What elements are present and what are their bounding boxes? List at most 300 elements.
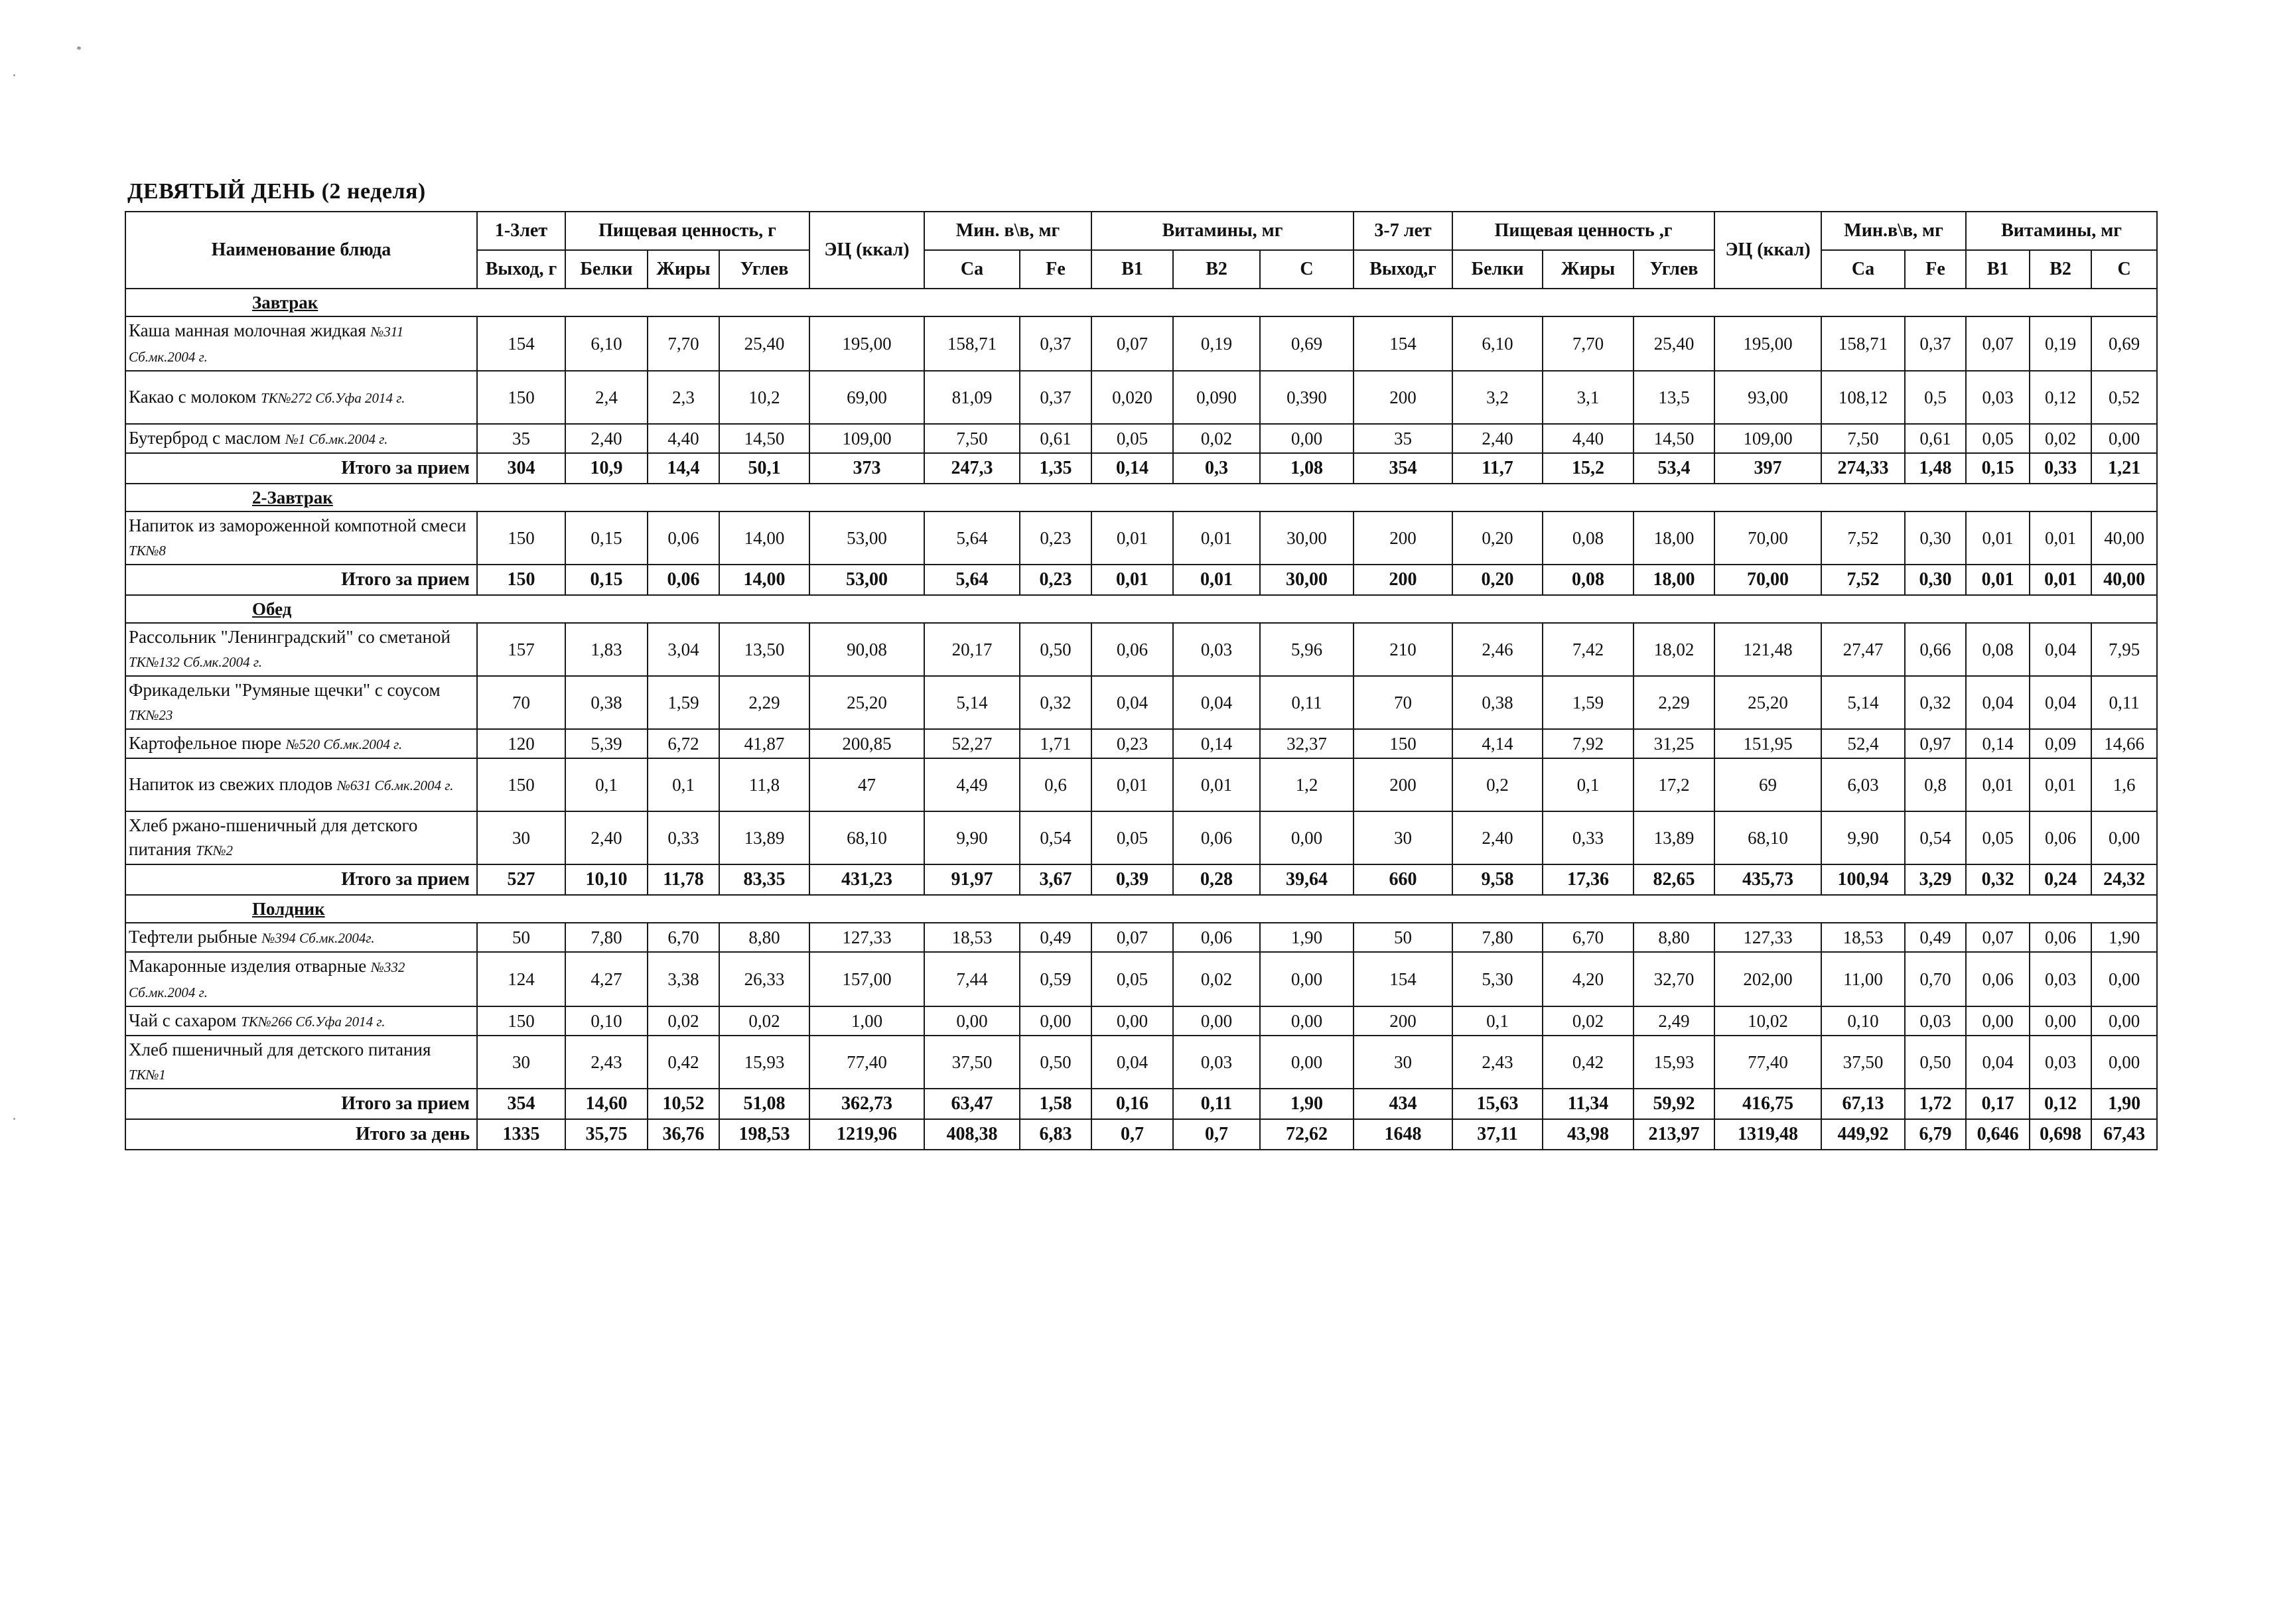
value-cell: 0,52: [2091, 371, 2157, 424]
value-cell: 0,03: [2030, 952, 2091, 1006]
value-cell: 14,4: [648, 453, 719, 484]
value-cell: 109,00: [1714, 424, 1821, 453]
section-title: Полдник: [125, 895, 2157, 923]
value-cell: 72,62: [1260, 1119, 1354, 1150]
dish-name-cell: [125, 729, 477, 758]
value-cell: 0,49: [1905, 923, 1966, 952]
value-cell: 1,90: [2091, 923, 2157, 952]
value-cell: 100,94: [1821, 864, 1905, 895]
value-cell: 0,00: [2091, 424, 2157, 453]
value-cell: 13,89: [1633, 811, 1714, 864]
value-cell: 37,50: [924, 1036, 1020, 1089]
value-cell: 2,4: [565, 371, 648, 424]
value-cell: 9,90: [1821, 811, 1905, 864]
value-cell: 5,14: [1821, 676, 1905, 729]
recipe-reference: ТК№23: [129, 707, 173, 723]
value-cell: 5,96: [1260, 623, 1354, 676]
value-cell: 202,00: [1714, 952, 1821, 1006]
value-cell: 200,85: [809, 729, 924, 758]
value-cell: 150: [477, 758, 565, 811]
value-cell: 20,17: [924, 623, 1020, 676]
dish-name-cell: [125, 316, 477, 371]
value-cell: 77,40: [809, 1036, 924, 1089]
header-age-3-7: 3-7 лет: [1354, 212, 1452, 250]
header-fe: Fe: [1020, 250, 1091, 289]
value-cell: 43,98: [1543, 1119, 1633, 1150]
dish-name-cell: [125, 511, 477, 565]
meal-total-row: [125, 1089, 2157, 1119]
value-cell: 91,97: [924, 864, 1020, 895]
section-header-row: [125, 289, 2157, 316]
value-cell: 0,10: [565, 1006, 648, 1036]
value-cell: 0,01: [2030, 511, 2091, 565]
value-cell: 1,08: [1260, 453, 1354, 484]
value-cell: 0,7: [1173, 1119, 1260, 1150]
value-cell: 109,00: [809, 424, 924, 453]
value-cell: 7,42: [1543, 623, 1633, 676]
value-cell: 1219,96: [809, 1119, 924, 1150]
value-cell: 2,49: [1633, 1006, 1714, 1036]
value-cell: 0,02: [1173, 952, 1260, 1006]
dish-name: Чай с сахаром: [129, 1010, 237, 1030]
value-cell: 0,38: [1452, 676, 1543, 729]
value-cell: 13,5: [1633, 371, 1714, 424]
dish-name-cell: [125, 676, 477, 729]
recipe-reference: ТК№266 Сб.Уфа 2014 г.: [241, 1014, 385, 1030]
value-cell: 35: [1354, 424, 1452, 453]
value-cell: 0,06: [648, 511, 719, 565]
value-cell: 2,3: [648, 371, 719, 424]
header-c: C: [1260, 250, 1354, 289]
value-cell: 50,1: [719, 453, 809, 484]
value-cell: 124: [477, 952, 565, 1006]
value-cell: 18,53: [924, 923, 1020, 952]
value-cell: 0,19: [1173, 316, 1260, 371]
value-cell: 52,4: [1821, 729, 1905, 758]
value-cell: 304: [477, 453, 565, 484]
value-cell: 0,01: [1173, 758, 1260, 811]
value-cell: 200: [1354, 511, 1452, 565]
value-cell: 1319,48: [1714, 1119, 1821, 1150]
value-cell: 0,00: [2091, 952, 2157, 1006]
value-cell: 17,2: [1633, 758, 1714, 811]
value-cell: 53,00: [809, 511, 924, 565]
page-title: ДЕВЯТЫЙ ДЕНЬ (2 неделя): [127, 179, 426, 204]
dish-row: [125, 923, 2157, 952]
value-cell: 0,37: [1020, 316, 1091, 371]
value-cell: 30: [1354, 1036, 1452, 1089]
meal-total-row: [125, 864, 2157, 895]
value-cell: 158,71: [1821, 316, 1905, 371]
value-cell: 431,23: [809, 864, 924, 895]
value-cell: 0,54: [1905, 811, 1966, 864]
value-cell: 0,00: [924, 1006, 1020, 1036]
dish-row: [125, 758, 2157, 811]
value-cell: 274,33: [1821, 453, 1905, 484]
header-b1: B1: [1091, 250, 1173, 289]
value-cell: 0,49: [1020, 923, 1091, 952]
value-cell: 90,08: [809, 623, 924, 676]
dish-name: Рассольник "Ленинградский" со сметаной: [129, 627, 451, 647]
value-cell: 0,00: [2091, 811, 2157, 864]
value-cell: 1,90: [2091, 1089, 2157, 1119]
value-cell: 31,25: [1633, 729, 1714, 758]
value-cell: 14,66: [2091, 729, 2157, 758]
value-cell: 0,02: [1543, 1006, 1633, 1036]
value-cell: 0,70: [1905, 952, 1966, 1006]
value-cell: 0,06: [648, 565, 719, 595]
value-cell: 1,35: [1020, 453, 1091, 484]
value-cell: 213,97: [1633, 1119, 1714, 1150]
value-cell: 67,13: [1821, 1089, 1905, 1119]
value-cell: 154: [1354, 316, 1452, 371]
value-cell: 10,10: [565, 864, 648, 895]
value-cell: 0,23: [1020, 511, 1091, 565]
day-total-label: Итого за день: [125, 1119, 477, 1150]
dish-name: Фрикадельки "Румяные щечки" с соусом: [129, 680, 441, 700]
value-cell: 5,64: [924, 511, 1020, 565]
value-cell: 0,3: [1173, 453, 1260, 484]
value-cell: 2,43: [1452, 1036, 1543, 1089]
value-cell: 0,00: [1260, 424, 1354, 453]
value-cell: 18,00: [1633, 511, 1714, 565]
header-carbs: Углев: [719, 250, 809, 289]
value-cell: 30,00: [1260, 511, 1354, 565]
value-cell: 0,04: [2030, 676, 2091, 729]
value-cell: 82,65: [1633, 864, 1714, 895]
value-cell: 0,37: [1020, 371, 1091, 424]
value-cell: 0,1: [1543, 758, 1633, 811]
value-cell: 0,03: [1966, 371, 2030, 424]
value-cell: 26,33: [719, 952, 809, 1006]
value-cell: 7,80: [1452, 923, 1543, 952]
value-cell: 0,06: [2030, 923, 2091, 952]
value-cell: 0,01: [1966, 511, 2030, 565]
value-cell: 0,08: [1543, 511, 1633, 565]
dish-name-cell: [125, 424, 477, 453]
value-cell: 0,02: [2030, 424, 2091, 453]
dish-name: Напиток из свежих плодов: [129, 774, 333, 794]
dish-row: [125, 952, 2157, 1006]
value-cell: 0,39: [1091, 864, 1173, 895]
value-cell: 2,40: [1452, 811, 1543, 864]
value-cell: 10,02: [1714, 1006, 1821, 1036]
value-cell: 77,40: [1714, 1036, 1821, 1089]
value-cell: 0,14: [1966, 729, 2030, 758]
value-cell: 53,00: [809, 565, 924, 595]
value-cell: 8,80: [719, 923, 809, 952]
section-header-row: [125, 484, 2157, 511]
dish-name-cell: [125, 623, 477, 676]
value-cell: 157,00: [809, 952, 924, 1006]
value-cell: 41,87: [719, 729, 809, 758]
value-cell: 18,02: [1633, 623, 1714, 676]
header-ca: Ca: [924, 250, 1020, 289]
value-cell: 59,92: [1633, 1089, 1714, 1119]
value-cell: 5,14: [924, 676, 1020, 729]
value-cell: 0,05: [1091, 952, 1173, 1006]
value-cell: 0,54: [1020, 811, 1091, 864]
value-cell: 11,7: [1452, 453, 1543, 484]
value-cell: 14,50: [719, 424, 809, 453]
value-cell: 0,01: [1173, 511, 1260, 565]
meal-total-row: [125, 453, 2157, 484]
value-cell: 10,9: [565, 453, 648, 484]
value-cell: 0,5: [1905, 371, 1966, 424]
value-cell: 150: [477, 565, 565, 595]
dish-name: Макаронные изделия отварные: [129, 956, 367, 976]
value-cell: 63,47: [924, 1089, 1020, 1119]
header-protein-2: Белки: [1452, 250, 1543, 289]
value-cell: 4,40: [1543, 424, 1633, 453]
value-cell: 0,1: [565, 758, 648, 811]
value-cell: 0,03: [2030, 1036, 2091, 1089]
meal-total-label: Итого за прием: [125, 565, 477, 595]
value-cell: 2,40: [565, 811, 648, 864]
value-cell: 14,50: [1633, 424, 1714, 453]
value-cell: 0,59: [1020, 952, 1091, 1006]
value-cell: 0,32: [1020, 676, 1091, 729]
value-cell: 7,52: [1821, 511, 1905, 565]
value-cell: 3,67: [1020, 864, 1091, 895]
value-cell: 354: [1354, 453, 1452, 484]
value-cell: 1,21: [2091, 453, 2157, 484]
value-cell: 210: [1354, 623, 1452, 676]
value-cell: 0,10: [1821, 1006, 1905, 1036]
value-cell: 449,92: [1821, 1119, 1905, 1150]
value-cell: 0,01: [1173, 565, 1260, 595]
value-cell: 70: [477, 676, 565, 729]
value-cell: 50: [1354, 923, 1452, 952]
value-cell: 0,69: [1260, 316, 1354, 371]
section-title: Обед: [125, 595, 2157, 623]
value-cell: 0,28: [1173, 864, 1260, 895]
value-cell: 1648: [1354, 1119, 1452, 1150]
value-cell: 1,58: [1020, 1089, 1091, 1119]
value-cell: 0,11: [1260, 676, 1354, 729]
value-cell: 25,20: [1714, 676, 1821, 729]
dish-name: Каша манная молочная жидкая: [129, 320, 366, 340]
header-fat-2: Жиры: [1543, 250, 1633, 289]
value-cell: 2,29: [1633, 676, 1714, 729]
value-cell: 25,40: [1633, 316, 1714, 371]
value-cell: 0,04: [2030, 623, 2091, 676]
value-cell: 435,73: [1714, 864, 1821, 895]
value-cell: 11,8: [719, 758, 809, 811]
value-cell: 2,40: [1452, 424, 1543, 453]
value-cell: 8,80: [1633, 923, 1714, 952]
value-cell: 154: [477, 316, 565, 371]
value-cell: 6,10: [565, 316, 648, 371]
value-cell: 1,6: [2091, 758, 2157, 811]
dish-row: [125, 623, 2157, 676]
value-cell: 1335: [477, 1119, 565, 1150]
header-energy-2: ЭЦ (ккал): [1714, 212, 1821, 289]
value-cell: 70,00: [1714, 511, 1821, 565]
value-cell: 0,15: [1966, 453, 2030, 484]
value-cell: 5,39: [565, 729, 648, 758]
value-cell: 0,08: [1543, 565, 1633, 595]
value-cell: 9,90: [924, 811, 1020, 864]
value-cell: 24,32: [2091, 864, 2157, 895]
value-cell: 7,44: [924, 952, 1020, 1006]
value-cell: 1,83: [565, 623, 648, 676]
dish-name-cell: [125, 811, 477, 864]
value-cell: 150: [477, 511, 565, 565]
recipe-reference: ТК№132 Сб.мк.2004 г.: [129, 654, 263, 670]
value-cell: 157: [477, 623, 565, 676]
value-cell: 0,16: [1091, 1089, 1173, 1119]
value-cell: 1,2: [1260, 758, 1354, 811]
recipe-reference: №394 Сб.мк.2004г.: [261, 930, 375, 946]
header-b2: B2: [1173, 250, 1260, 289]
value-cell: 0,20: [1452, 565, 1543, 595]
value-cell: 527: [477, 864, 565, 895]
value-cell: 1,72: [1905, 1089, 1966, 1119]
value-cell: 0,06: [2030, 811, 2091, 864]
value-cell: 15,2: [1543, 453, 1633, 484]
value-cell: 68,10: [809, 811, 924, 864]
value-cell: 14,00: [719, 511, 809, 565]
value-cell: 1,48: [1905, 453, 1966, 484]
value-cell: 0,01: [1091, 511, 1173, 565]
value-cell: 0,1: [648, 758, 719, 811]
value-cell: 2,46: [1452, 623, 1543, 676]
value-cell: 6,79: [1905, 1119, 1966, 1150]
dish-name: Напиток из замороженной компотной смеси: [129, 515, 466, 535]
header-yield-2: Выход,г: [1354, 250, 1452, 289]
value-cell: 0,61: [1020, 424, 1091, 453]
menu-table: [125, 211, 2158, 1150]
value-cell: 2,43: [565, 1036, 648, 1089]
value-cell: 0,05: [1091, 424, 1173, 453]
recipe-reference: ТК№1: [129, 1067, 166, 1083]
value-cell: 0,698: [2030, 1119, 2091, 1150]
value-cell: 0,00: [1091, 1006, 1173, 1036]
value-cell: 0,646: [1966, 1119, 2030, 1150]
value-cell: 3,2: [1452, 371, 1543, 424]
value-cell: 6,70: [1543, 923, 1633, 952]
header-protein: Белки: [565, 250, 648, 289]
value-cell: 6,70: [648, 923, 719, 952]
value-cell: 30,00: [1260, 565, 1354, 595]
value-cell: 70,00: [1714, 565, 1821, 595]
value-cell: 1,59: [648, 676, 719, 729]
value-cell: 50: [477, 923, 565, 952]
dish-name: Хлеб пшеничный для детского питания: [129, 1040, 431, 1059]
header-dish-name: Наименование блюда: [125, 212, 477, 289]
value-cell: 93,00: [1714, 371, 1821, 424]
recipe-reference: №332 Сб.мк.2004 г.: [129, 959, 405, 1000]
value-cell: 7,50: [1821, 424, 1905, 453]
value-cell: 5,30: [1452, 952, 1543, 1006]
value-cell: 0,32: [1966, 864, 2030, 895]
value-cell: 0,42: [648, 1036, 719, 1089]
value-cell: 0,00: [1966, 1006, 2030, 1036]
value-cell: 3,38: [648, 952, 719, 1006]
value-cell: 13,89: [719, 811, 809, 864]
value-cell: 0,11: [2091, 676, 2157, 729]
value-cell: 0,04: [1966, 1036, 2030, 1089]
value-cell: 0,00: [1260, 1036, 1354, 1089]
value-cell: 0,8: [1905, 758, 1966, 811]
dish-name: Хлеб ржано-пшеничный для детского питания: [129, 815, 418, 859]
section-title: 2-Завтрак: [125, 484, 2157, 511]
value-cell: 0,20: [1452, 511, 1543, 565]
value-cell: 0,05: [1966, 811, 2030, 864]
value-cell: 4,49: [924, 758, 1020, 811]
value-cell: 6,83: [1020, 1119, 1091, 1150]
recipe-reference: №631 Сб.мк.2004 г.: [337, 778, 454, 793]
value-cell: 3,29: [1905, 864, 1966, 895]
value-cell: 0,04: [1091, 676, 1173, 729]
value-cell: 10,2: [719, 371, 809, 424]
value-cell: 30: [477, 811, 565, 864]
value-cell: 416,75: [1714, 1089, 1821, 1119]
dish-name: Какао с молоком: [129, 387, 257, 407]
recipe-reference: ТК№2: [196, 843, 234, 858]
value-cell: 0,6: [1020, 758, 1091, 811]
value-cell: 0,01: [1966, 758, 2030, 811]
value-cell: 2,29: [719, 676, 809, 729]
dish-name: Тефтели рыбные: [129, 927, 257, 947]
value-cell: 0,19: [2030, 316, 2091, 371]
dish-name-cell: [125, 1036, 477, 1089]
dish-name-cell: [125, 923, 477, 952]
value-cell: 200: [1354, 371, 1452, 424]
section-title: Завтрак: [125, 289, 2157, 316]
value-cell: 7,70: [1543, 316, 1633, 371]
dish-row: [125, 1006, 2157, 1036]
value-cell: 0,06: [1173, 811, 1260, 864]
value-cell: 0,04: [1091, 1036, 1173, 1089]
recipe-reference: ТК№272 Сб.Уфа 2014 г.: [261, 390, 405, 406]
value-cell: 1,90: [1260, 923, 1354, 952]
value-cell: 7,52: [1821, 565, 1905, 595]
value-cell: 0,00: [1020, 1006, 1091, 1036]
value-cell: 4,20: [1543, 952, 1633, 1006]
value-cell: 30: [1354, 811, 1452, 864]
value-cell: 14,60: [565, 1089, 648, 1119]
value-cell: 0,00: [2091, 1036, 2157, 1089]
value-cell: 0,07: [1966, 923, 2030, 952]
value-cell: 14,00: [719, 565, 809, 595]
value-cell: 81,09: [924, 371, 1020, 424]
value-cell: 434: [1354, 1089, 1452, 1119]
value-cell: 9,58: [1452, 864, 1543, 895]
value-cell: 0,00: [1260, 952, 1354, 1006]
value-cell: 0,15: [565, 565, 648, 595]
value-cell: 10,52: [648, 1089, 719, 1119]
value-cell: 154: [1354, 952, 1452, 1006]
value-cell: 52,27: [924, 729, 1020, 758]
value-cell: 0,7: [1091, 1119, 1173, 1150]
value-cell: 0,04: [1966, 676, 2030, 729]
value-cell: 30: [477, 1036, 565, 1089]
value-cell: 0,06: [1173, 923, 1260, 952]
header-vitamins: Витамины, мг: [1091, 212, 1354, 250]
header-age-1-3: 1-3лет: [477, 212, 565, 250]
dish-name-cell: [125, 1006, 477, 1036]
value-cell: 3,1: [1543, 371, 1633, 424]
dish-name-cell: [125, 758, 477, 811]
dish-row: [125, 371, 2157, 424]
value-cell: 69: [1714, 758, 1821, 811]
value-cell: 68,10: [1714, 811, 1821, 864]
scan-speck: [13, 74, 15, 76]
dish-name-cell: [125, 952, 477, 1006]
value-cell: 13,50: [719, 623, 809, 676]
